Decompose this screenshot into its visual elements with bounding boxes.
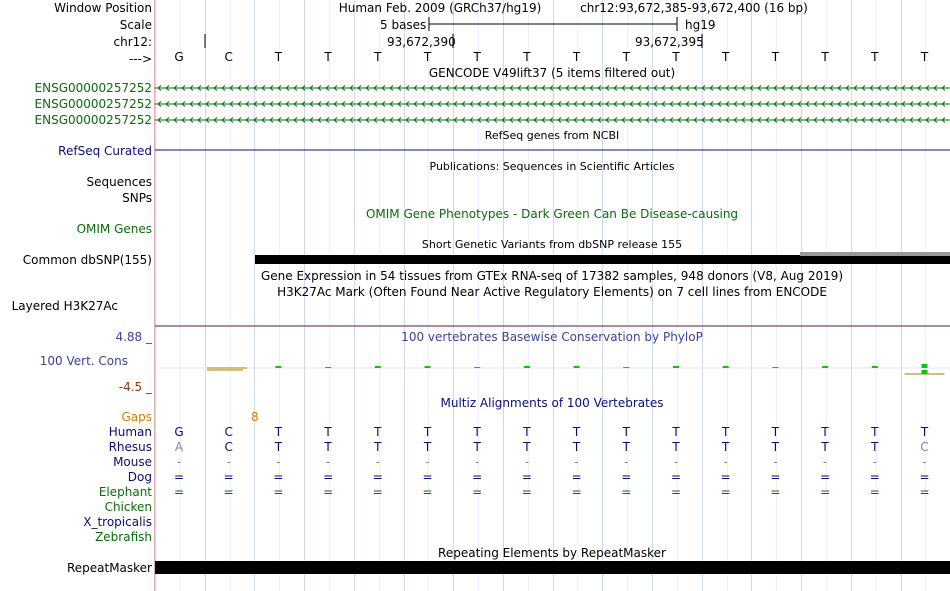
human-base: T	[423, 425, 432, 439]
phylop-score-bar	[425, 366, 431, 368]
dog-base: =	[571, 470, 582, 484]
rhesus-base: T	[622, 440, 630, 454]
label-snps[interactable]: SNPs	[122, 191, 152, 205]
phylop-score-bar	[275, 366, 281, 368]
mouse-base: -	[226, 455, 231, 469]
sequence-base: T	[523, 50, 531, 64]
rhesus-base: T	[672, 440, 680, 454]
rhesus-base: T	[473, 440, 481, 454]
human-base: T	[572, 425, 581, 439]
gtex-track-title: Gene Expression in 54 tissues from GTEx RNA-seq of 17382 samples, 948 donors (V8, Aug 2019)	[260, 269, 844, 283]
mouse-base: -	[922, 455, 927, 469]
human-base: T	[473, 425, 481, 439]
phylop-track-title: 100 vertebrates Basewise Conservation by PhyloP	[401, 330, 703, 344]
sequence-base: T	[920, 50, 929, 64]
assembly-title: Human Feb. 2009 (GRCh37/hg19)	[338, 1, 542, 15]
mouse-base: -	[475, 455, 480, 469]
elephant-base: =	[919, 485, 930, 499]
sequence-base: T	[722, 50, 730, 64]
rhesus-base: T	[274, 440, 283, 454]
phylop-score-bar	[922, 364, 928, 368]
label-window-position: Window Position	[54, 1, 152, 15]
label-sequences[interactable]: Sequences	[86, 175, 152, 189]
mouse-base: -	[574, 455, 579, 469]
phylop-score-bar	[574, 366, 580, 368]
mouse-base: -	[872, 455, 877, 469]
position-readout: chr12:93,672,385-93,672,400 (16 bp)	[580, 1, 808, 15]
sequence-base: C	[224, 50, 233, 64]
mouse-base: -	[425, 455, 430, 469]
label-cons-max: 4.88 _	[115, 330, 152, 344]
dbsnp-variant-bar-gray	[800, 252, 950, 256]
label-h3k27ac[interactable]: Layered H3K27Ac	[11, 299, 118, 313]
human-base: T	[920, 425, 929, 439]
elephant-base: =	[621, 485, 632, 499]
label-dbsnp[interactable]: Common dbSNP(155)	[22, 253, 152, 267]
repeatmasker-bar	[155, 561, 950, 574]
mouse-base: -	[276, 455, 281, 469]
elephant-base: =	[323, 485, 334, 499]
label-species-human: Human	[108, 425, 152, 439]
mouse-base: -	[375, 455, 380, 469]
human-base: T	[523, 425, 531, 439]
coord-label-2: 93,672,395	[635, 35, 704, 49]
sequence-base: T	[274, 50, 283, 64]
human-base: T	[622, 425, 630, 439]
mouse-base: -	[176, 455, 182, 469]
human-base: T	[722, 425, 730, 439]
elephant-base: =	[521, 485, 532, 499]
rhesus-base: T	[423, 440, 432, 454]
coord-label-1: 93,672,390	[387, 35, 456, 49]
phylop-score-bar	[822, 366, 828, 368]
elephant-base: =	[223, 485, 234, 499]
elephant-base: =	[869, 485, 880, 499]
human-base: T	[274, 425, 283, 439]
multiz-track-title: Multiz Alignments of 100 Vertebrates	[440, 396, 664, 410]
label-species-zebrafish: Zebrafish	[95, 530, 152, 544]
dog-base: =	[323, 470, 334, 484]
mouse-base: -	[624, 455, 629, 469]
rhesus-base: T	[771, 440, 780, 454]
phylop-score-bar	[474, 367, 480, 368]
elephant-base: =	[720, 485, 731, 499]
track-label-column	[0, 0, 154, 591]
rhesus-base: C	[224, 440, 233, 454]
human-base: T	[374, 425, 382, 439]
label-gencode-2[interactable]: ENSG00000257252	[34, 97, 152, 111]
label-species-elephant: Elephant	[98, 485, 152, 499]
label-cons-min: -4.5 _	[118, 380, 152, 394]
refseq-track-title: RefSeq genes from NCBI	[484, 129, 620, 142]
label-species-rhesus: Rhesus	[108, 440, 152, 454]
dog-base: =	[372, 470, 383, 484]
rhesus-base: A	[174, 440, 184, 454]
sequence-base: T	[374, 50, 382, 64]
track-data-area[interactable]	[155, 0, 950, 591]
phylop-score-bar	[325, 367, 331, 368]
mouse-base: -	[325, 455, 331, 469]
phylop-score-bar	[673, 366, 679, 368]
sequence-base: T	[672, 50, 680, 64]
dog-base: =	[173, 470, 185, 484]
mouse-base: -	[822, 455, 828, 469]
human-base: T	[324, 425, 332, 439]
dbsnp-track-title: Short Genetic Variants from dbSNP release 155	[421, 238, 683, 251]
label-strand-arrow: --->	[128, 52, 152, 66]
sequence-base: G	[174, 50, 184, 64]
label-gencode-3[interactable]: ENSG00000257252	[34, 113, 152, 127]
human-base: T	[821, 425, 829, 439]
phylop-score-bar	[922, 370, 928, 374]
label-chrom: chr12:	[113, 35, 152, 49]
sequence-base: T	[423, 50, 432, 64]
sequence-base: T	[871, 50, 879, 64]
mouse-base: -	[524, 455, 530, 469]
sequence-base: T	[771, 50, 780, 64]
dog-base: =	[521, 470, 532, 484]
rhesus-base: T	[523, 440, 531, 454]
label-omim[interactable]: OMIM Genes	[76, 222, 152, 236]
repeatmasker-track-title: Repeating Elements by RepeatMasker	[438, 546, 666, 560]
phylop-score-bar	[872, 366, 878, 368]
human-base: T	[672, 425, 680, 439]
rhesus-base: T	[324, 440, 332, 454]
dog-base: =	[720, 470, 731, 484]
human-base: T	[871, 425, 879, 439]
label-gaps: Gaps	[121, 410, 152, 424]
phylop-score-bar	[723, 366, 729, 368]
dog-base: =	[919, 470, 930, 484]
dog-base: =	[621, 470, 632, 484]
elephant-base: =	[372, 485, 383, 499]
human-base: T	[771, 425, 780, 439]
human-base: G	[174, 425, 184, 439]
gencode-track-title: GENCODE V49lift37 (5 items filtered out)	[428, 66, 676, 80]
dog-base: =	[223, 470, 234, 484]
rhesus-base: T	[722, 440, 730, 454]
omim-track-title: OMIM Gene Phenotypes - Dark Green Can Be Disease-causing	[365, 207, 739, 221]
mouse-base: -	[673, 455, 679, 469]
sequence-base: T	[324, 50, 332, 64]
dog-base: =	[869, 470, 880, 484]
mouse-base: -	[723, 455, 728, 469]
dog-base: =	[472, 470, 483, 484]
track-graphics	[155, 0, 950, 591]
gap-count: 8	[251, 410, 259, 424]
label-species-mouse: Mouse	[113, 455, 152, 469]
sequence-base: T	[821, 50, 829, 64]
elephant-base: =	[770, 485, 781, 499]
elephant-base: =	[273, 485, 284, 499]
sequence-base: T	[473, 50, 481, 64]
phylop-score-bar	[524, 366, 530, 368]
rhesus-base: T	[572, 440, 581, 454]
rhesus-base: T	[821, 440, 829, 454]
phylop-score-bar	[772, 367, 778, 368]
label-refseq[interactable]: RefSeq Curated	[58, 144, 152, 158]
label-repeatmasker[interactable]: RepeatMasker	[66, 561, 152, 575]
dog-base: =	[670, 470, 682, 484]
sequence-base: T	[572, 50, 581, 64]
label-species-dog: Dog	[127, 470, 152, 484]
rhesus-base: T	[374, 440, 382, 454]
dog-base: =	[820, 470, 831, 484]
dbsnp-variant-bar	[255, 255, 950, 264]
dog-base: =	[770, 470, 781, 484]
rhesus-base: T	[871, 440, 879, 454]
phylop-score-bar	[623, 367, 629, 368]
dog-base: =	[422, 470, 433, 484]
elephant-base: =	[670, 485, 682, 499]
scale-text: 5 bases	[380, 18, 427, 32]
label-species-xtropicalis: X_tropicalis	[83, 515, 152, 529]
elephant-base: =	[820, 485, 831, 499]
rhesus-base: C	[920, 440, 929, 454]
label-gencode-1[interactable]: ENSG00000257252	[34, 81, 152, 95]
mouse-base: -	[773, 455, 778, 469]
elephant-base: =	[422, 485, 433, 499]
elephant-base: =	[472, 485, 483, 499]
label-species-chicken: Chicken	[104, 500, 152, 514]
dog-base: =	[273, 470, 284, 484]
elephant-base: =	[571, 485, 582, 499]
elephant-base: =	[173, 485, 185, 499]
label-scale: Scale	[119, 18, 152, 32]
human-base: C	[224, 425, 233, 439]
sequence-base: T	[622, 50, 630, 64]
scale-db: hg19	[685, 18, 716, 32]
pubs-track-title: Publications: Sequences in Scientific Articles	[429, 160, 675, 173]
label-cons-name[interactable]: 100 Vert. Cons	[39, 354, 128, 368]
phylop-score-bar	[375, 366, 381, 368]
h3k27ac-track-title: H3K27Ac Mark (Often Found Near Active Regulatory Elements) on 7 cell lines from ENCODE	[277, 285, 827, 299]
